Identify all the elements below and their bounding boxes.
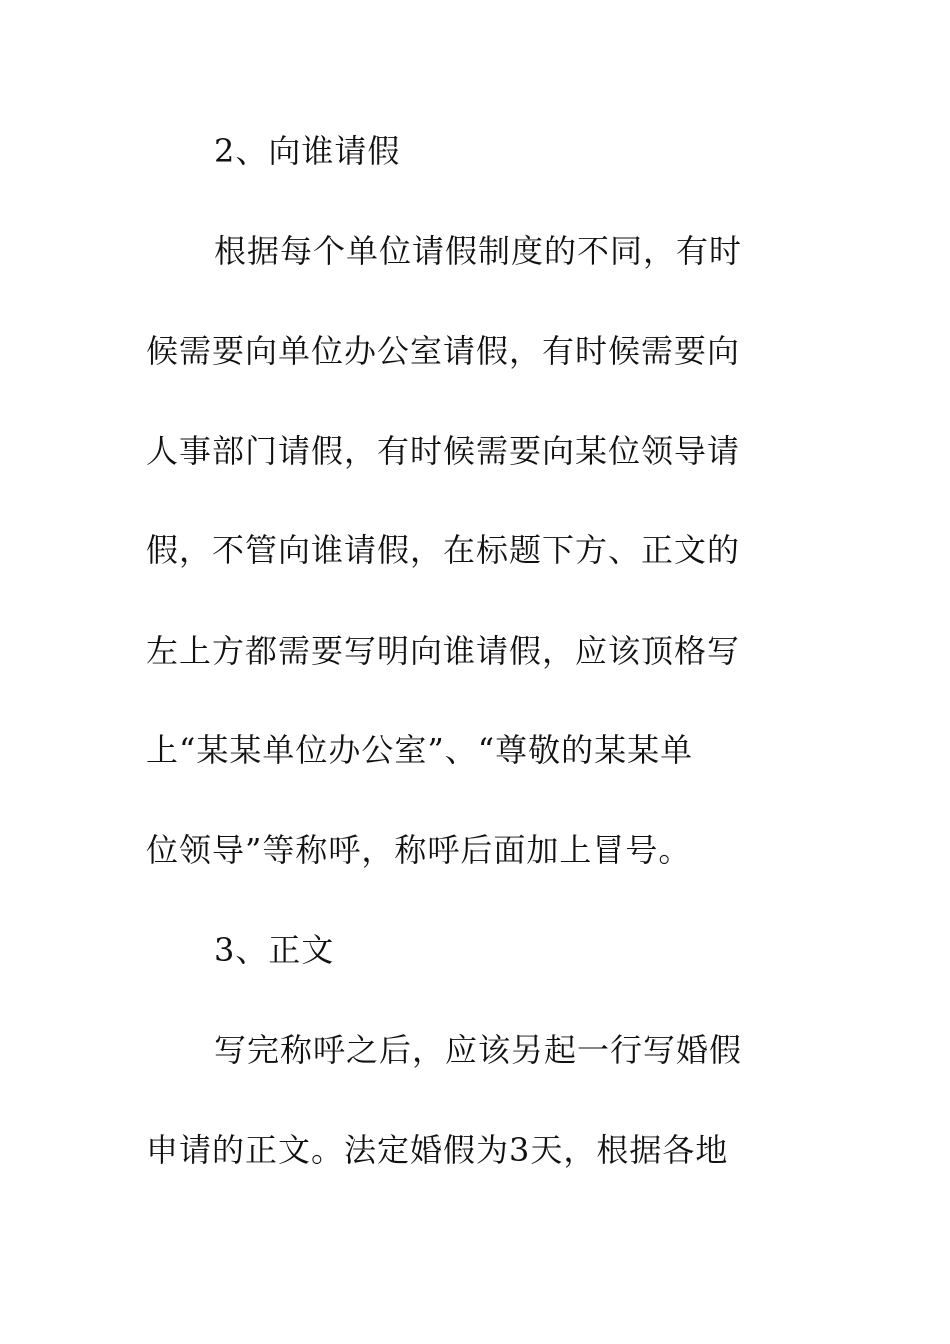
section-heading-3: 3、正文 (214, 931, 335, 969)
paragraph-line: 上“某某单位办公室”、“尊敬的某某单 (146, 731, 694, 769)
paragraph-line: 候需要向单位办公室请假，有时候需要向 (146, 332, 741, 370)
paragraph-line: 根据每个单位请假制度的不同，有时 (214, 232, 743, 270)
paragraph-line: 假，不管向谁请假，在标题下方、正文的 (146, 531, 741, 569)
paragraph-line: 申请的正文。法定婚假为3天，根据各地 (146, 1131, 729, 1169)
section-heading-2: 2、向谁请假 (214, 132, 401, 170)
paragraph-line: 人事部门请假，有时候需要向某位领导请 (146, 432, 741, 470)
paragraph-line: 写完称呼之后，应该另起一行写婚假 (214, 1031, 743, 1069)
paragraph-line: 位领导”等称呼，称呼后面加上冒号。 (146, 831, 692, 869)
paragraph-line: 左上方都需要写明向谁请假，应该顶格写 (146, 632, 741, 670)
